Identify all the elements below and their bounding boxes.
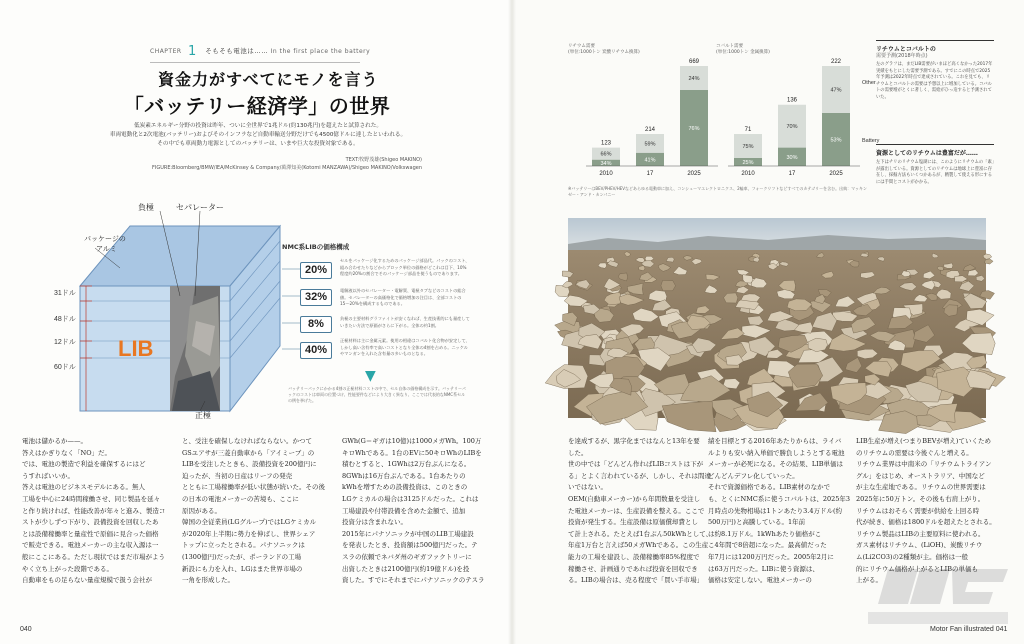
bar-total-label: 123 — [600, 140, 612, 147]
bar-other-label: 66% — [600, 151, 612, 158]
body-line: で販売できる。電池メーカーの主な収入源は一 — [22, 541, 159, 550]
cost-12: 12ドル — [54, 339, 76, 346]
body-line: ストが少しずつ下がり、設備投資を回収したあ — [22, 518, 159, 527]
percent-box-package: 20% — [300, 262, 332, 279]
legend-other: Other — [862, 80, 876, 86]
body-line: GWh(G＝ギガは10億)は1000メガWh。100万 — [342, 437, 482, 445]
body-line: ルよりも安い納入単価で勝負しようとする電池 — [708, 448, 845, 457]
body-line: 的にリチウム価格が上がるとLIBの単価も — [856, 564, 978, 573]
body-line: 工場建設や付帯設備を含めた金額で、追加 — [342, 506, 466, 515]
body-column — [856, 436, 996, 587]
side-text-2: 左下はチリのリチウム塩湖には、このようにリチウムの「素」が露出している。資源としてのリチウムは地球上に豊富に存在し、採掘方法もいくつかあるが、精製して使える形にするには手間とコストがかかる。 — [876, 160, 994, 185]
explanation-negative: 負極の主要材料グラファイトが安くなれば、生産技術的にも量産していきたい方法で原価がさらに下がる。全体の約1割。 — [340, 316, 470, 328]
body-line: kWhを増すための設備投資は、このときの — [342, 483, 468, 492]
body-line: 投資が発生する。生産設備は原価償却費とし — [568, 518, 698, 527]
body-line: 答えは電池のビジネスモデルにある。無人 — [22, 483, 145, 492]
percent-box-separator: 32% — [300, 289, 332, 306]
bar-total-label: 669 — [688, 59, 700, 65]
bar-battery-label: 41% — [644, 157, 656, 164]
side-title-1: リチウムとコバルトの — [876, 46, 936, 53]
body-line: の日本の電池メーカーの苦境も、ここに — [182, 494, 299, 503]
body-line: 資した。すでにそれまでにパナソニックのテスラ — [342, 576, 485, 585]
body-line: 迫ったが、当初の日産はリーフの発売 — [182, 471, 293, 480]
bar-battery-label: 25% — [742, 160, 754, 167]
lead-paragraph — [98, 122, 418, 149]
body-line: 出資したときは2100億円(約19億ドル)を投 — [342, 564, 470, 573]
x-tick-label: 2010 — [741, 171, 755, 177]
body-line: 般にここにある。ただし現状ではまだ市場がよう — [22, 552, 165, 561]
body-line: どんどんデフレ化していった。 — [708, 471, 799, 480]
nmc-price-title: NMC系LIBの価格構成 — [282, 243, 350, 251]
body-line: 稼働させ、計画通りであれば投資を回収でき — [568, 564, 698, 573]
body-line: とは設備稼働率と量産性で原価に見合った価格 — [22, 529, 159, 538]
body-line: 8GWhは16万台ぶんである。1台あたりの — [342, 471, 466, 480]
lead-line: 低炭素エネルギー分野の投資は昨年、ついに全世界で1兆ドル(約130兆円)を超えたと試算された。 — [134, 123, 382, 129]
body-line: うすればいいか。 — [22, 471, 74, 480]
page-number-right: 041 — [995, 626, 1008, 633]
side-rule — [876, 40, 994, 41]
body-line: グル」をはじめ、オーストラリア、中国など — [856, 471, 985, 480]
body-line: LGケミカルの場合は3125ドルだった。これは — [342, 494, 479, 503]
bar-other-label: 59% — [644, 141, 656, 148]
side-rule — [876, 144, 994, 145]
bar-battery-label: 53% — [830, 137, 842, 144]
bar-other-label: 75% — [742, 144, 754, 151]
credits — [92, 156, 422, 172]
body-line: やく立ち上がった段階である。 — [22, 564, 113, 573]
body-line: を達成するが、黒字化まではなんと13年を要 — [568, 437, 700, 445]
body-line: て計上される。たとえば1台ぶん50kWhとして、 — [568, 529, 713, 538]
x-tick-label: 17 — [646, 171, 654, 177]
cost-31: 31ドル — [54, 290, 76, 297]
body-line: トップに立ったとされる。パナソニックは — [182, 541, 305, 550]
chapter-jp: そもそも電池は…… — [205, 47, 269, 55]
explanation-package: セルをパッケージ化するためのパッケージ部品代。パックのコスト、組み合わせたりなどからブロック単位の価格がどこれは目下、10%程度約20%の割合でそのパッケージ部品を使うものであります。 — [340, 258, 470, 276]
bar-total-label: 222 — [830, 59, 842, 65]
body-line: した。 — [568, 448, 588, 457]
bar-other-label: 24% — [688, 76, 700, 82]
x-tick-label: 2010 — [599, 171, 613, 177]
body-line: 年産1万台と言えば50メガWhである。この生産 — [568, 541, 709, 550]
body-line: 自動車をもの足らない量産規模で扱う会社が — [22, 576, 152, 585]
body-line: る」とよく言われているが、しかし、それは間違 — [568, 471, 711, 480]
body-line: キロWhである。1台のEVに50キロWhのLIBを — [342, 448, 482, 457]
lead-line: その中でも車両動力電源としてのバッテリーは、いまや巨大な投資対象である。 — [157, 141, 359, 147]
salt-flat-photo — [568, 218, 986, 418]
body-line: 一角を形成した。 — [182, 576, 234, 585]
body-line: 500万円)と高騰している。1年前 — [708, 518, 806, 527]
bar-other-label: 70% — [786, 124, 798, 131]
explanation-separator: 電解液以外のセパレーター・電解質、電極タブなどのコストの総合値。セパレーターの高価格化で価格増加の注目は、全部コストの15〜20%を構成するものである。 — [340, 288, 466, 306]
body-line: のリチウムの需要は今後ぐんと増える。 — [856, 448, 973, 457]
callout-positive: 正極 — [195, 411, 211, 420]
lithium-chart-title: リチウム需要 — [568, 44, 595, 49]
explanation-positive: 正極材料は主に金属元素。使用の相違はコバルト化合物が安定して、しかし高い含有率で高いコストとなり全体の4割を占める。ニッケルやマンガンを入れた含有量の多いものとなる。 — [340, 338, 470, 356]
body-line: リチウム業界は中南米の「リチウムトライアン — [856, 460, 992, 469]
salt-flat-image — [568, 218, 986, 418]
body-line: LIBを受注したときも、設備投資を200億円に — [182, 460, 317, 469]
credit-text: TEXT:牧野茂雄(Shigeo MAKINO) — [345, 157, 422, 163]
body-line: 2025年に50万トン。その後も右肩上がり。 — [856, 494, 985, 503]
x-tick-label: 2025 — [829, 171, 843, 177]
body-line: が2020年上半期に勢力を伸ばし、世界シェア — [182, 529, 316, 538]
body-line: 積むとすると、1GWhは2万台ぶんになる。 — [342, 460, 471, 469]
body-line: も、とくにNMC系に使うコバルトは、2025年3 — [708, 494, 850, 503]
battery-cell-illustration — [20, 196, 290, 426]
x-tick-label: 17 — [788, 171, 796, 177]
body-line: LIB生産が増え(つまりBEVが増え)ていくため — [856, 437, 991, 445]
chapter-en: In the first place the battery — [270, 48, 371, 55]
body-line: 能力の工場を建設し、設備稼働率85%程度で — [568, 552, 700, 561]
lead-line: 車両電動化と2次電池(バッテリー)およびそのインフラなど自動車輸送分野だけでも4500億ドルに達したといわれる。 — [109, 132, 407, 138]
chapter-header — [150, 44, 370, 59]
cobalt-chart-title: コバルト需要 — [716, 44, 743, 49]
body-column — [568, 436, 716, 587]
body-line: 答えはかぎりなく「NO」だ。 — [22, 448, 112, 457]
brand-name: Motor Fan illustrated — [930, 626, 994, 633]
side-title-3: 資源としてのリチウムは豊富だが…… — [876, 150, 978, 157]
body-line: 電池は儲かるか——。 — [22, 437, 87, 445]
body-line: 2015年にパナソニックが中国のLIB工場建設 — [342, 529, 474, 538]
percent-box-positive: 40% — [300, 342, 332, 359]
body-column — [342, 436, 490, 587]
percent-box-negative: 8% — [300, 316, 332, 333]
chapter-rule — [150, 62, 360, 63]
body-line: と作り続ければ、性能改善が年々と進み、製造コ — [22, 506, 166, 515]
chapter-number: 1 — [187, 44, 197, 59]
lithium-chart-subtitle: (単位:1000トン 炭酸リチウム換算) — [568, 50, 640, 55]
body-column — [708, 436, 856, 587]
body-line: 月時点の先物相場は1トンあたり3.4万ドル(約 — [708, 506, 843, 515]
legend-battery: Battery — [862, 138, 880, 144]
bar-other-label: 47% — [830, 87, 842, 94]
body-line: リチウムはおそらく需要が供給を上回る時 — [856, 506, 980, 515]
body-line: それで資源価格である。LIB素材のなかで — [708, 483, 831, 492]
cobalt-chart-subtitle: (単位:1000トン 金属換算) — [716, 50, 770, 55]
headline-line1: 資金力がすべてにモノを言う — [158, 70, 379, 89]
body-line: 績を目標とする2016年あたりからは、ライバ — [708, 437, 842, 445]
body-line: 新設にも力を入れ、LGはまた世界市場の — [182, 564, 303, 573]
bar-total-label: 214 — [644, 127, 656, 134]
salt-crust-shape — [661, 280, 676, 290]
body-line: こ4年間で8倍超になった。最高値だった — [708, 541, 827, 550]
callout-negative: 負極 — [138, 203, 154, 212]
body-line: メーカーが必死になる。その結果、LIB単価は — [708, 460, 844, 469]
callout-package-aluminium: アルミ — [96, 246, 117, 253]
body-line: は約8.1万ドル。1kWhあたり価格がこ — [708, 529, 822, 538]
figure-note: バッテリーパックにかかる4割の正極材料コストの中で、セル自体の価格構成を示す。バッテリーパックのコストは車両の位置づけ、性能要件などにより大きく異なり、ここでは代表的なNMC系セルの例を挙げた。 — [288, 386, 466, 403]
body-column — [182, 436, 330, 587]
bar-total-label: 136 — [786, 97, 798, 104]
body-line: (1300億円)だったが、ポーランドの工場 — [182, 552, 302, 561]
demand-charts — [564, 44, 880, 184]
chapter-label: CHAPTER — [150, 48, 182, 55]
body-line: 投資分は含まれない。 — [342, 518, 407, 527]
bar-battery-label: 30% — [786, 154, 798, 161]
side-title-2: 需要予測(2018年時点) — [876, 53, 928, 59]
body-line: 価格は安定しない。電池メーカーの — [708, 576, 812, 585]
body-line: 韓国の全従業員(LGグループ)ではLGケミカル — [182, 518, 317, 527]
body-line: いではない。 — [568, 483, 607, 492]
bar-battery-label: 34% — [600, 160, 612, 167]
body-line: る。LIBの場合は、売る程度で「買い手市場」 — [568, 576, 704, 585]
body-line: ム(Li2CO3)の2種類が主。価格は一般 — [856, 552, 969, 561]
body-line: リチウム製品はLIBの主要原料に使われる。 — [856, 529, 985, 538]
body-line: 年7月には1200万円だった。2005年2月に — [708, 552, 834, 561]
body-line: が主な生産地である。リチウムの世界需要は — [856, 483, 986, 492]
credit-figure: FIGURE:Bloomberg/BMW/IEA/McKinsey & Company/萬澤知美(Kotomi MANZAWA)/Shigeo MAKINO/Volkswagen — [151, 165, 422, 171]
chart-note: ※バッテリーはBEV/PHEV/HEVなどあらゆる電動車に加え、コンシューマエレクトロニクス、2輪車、フォークリフトなどすべてのカテゴリーを含む。出典：マッキンゼー・アンド・カンパニー — [568, 186, 867, 197]
body-line: 上がる。 — [856, 576, 882, 585]
body-line: は63万円だった。LIBに使う資源は、 — [708, 564, 819, 573]
body-line: とともに工場稼働率が低い状態が続いた。その後 — [182, 483, 325, 492]
cost-60: 60ドル — [54, 364, 76, 371]
body-line: を発表したとき、投資額は500億円だった。テ — [342, 541, 478, 550]
body-line: GSユアサが三菱自動車から「アイミーブ」の — [182, 448, 315, 457]
battery-cell-figure — [20, 196, 490, 426]
cost-48: 48ドル — [54, 316, 76, 323]
callout-package: パッケージの — [84, 236, 126, 243]
body-line: 工場を中心に24時間稼働させ、同じ製品を延々 — [22, 494, 161, 503]
arrow-down-icon: ▼ — [365, 368, 376, 384]
lib-label: LIB — [118, 336, 154, 361]
body-line: た電池メーカーは、生産設備を整える。ここで — [568, 506, 705, 515]
body-column — [22, 436, 170, 587]
callout-separator: セパレーター — [176, 203, 224, 212]
body-line: スラの依頼でネバダ州のギガファクトリーに — [342, 552, 472, 561]
body-line: 世の中では「どんどん作ればLIBコストは下が — [568, 460, 704, 469]
body-line: と、受注を確保しなければならない。かつて — [182, 437, 312, 445]
bar-total-label: 71 — [744, 127, 752, 134]
body-line: ガス素材はリチウム、(LiOH)、炭酸リチウ — [856, 541, 983, 550]
headline-line2: 「バッテリー経済学」の世界 — [123, 94, 391, 118]
page-number-left: 040 — [20, 626, 32, 633]
page-gutter — [508, 0, 516, 644]
body-line: OEM(自動車メーカー)から年間数量を受注し — [568, 494, 701, 503]
body-line: では、電池の製造で利益を確保するにはど — [22, 460, 146, 469]
bar-battery-label: 76% — [688, 126, 700, 132]
side-text-1: 左のグラフは、まだLIB需要がいまほど高くなかった2017年実績をもとにした需要予測である。すでにこの時点で2025年予測は2022年時点で達成されている。これを見ても、リチウムとコバルトの需要は予想以上に増加している。コバルトの需要増がとくに著しく、需給がひっ迫すると予測されていた。 — [876, 62, 993, 100]
body-line: 原因がある。 — [182, 506, 221, 515]
x-tick-label: 2025 — [687, 171, 701, 177]
body-line: 代が続き、価格は1800ドルを超えたとされる。 — [856, 518, 996, 527]
